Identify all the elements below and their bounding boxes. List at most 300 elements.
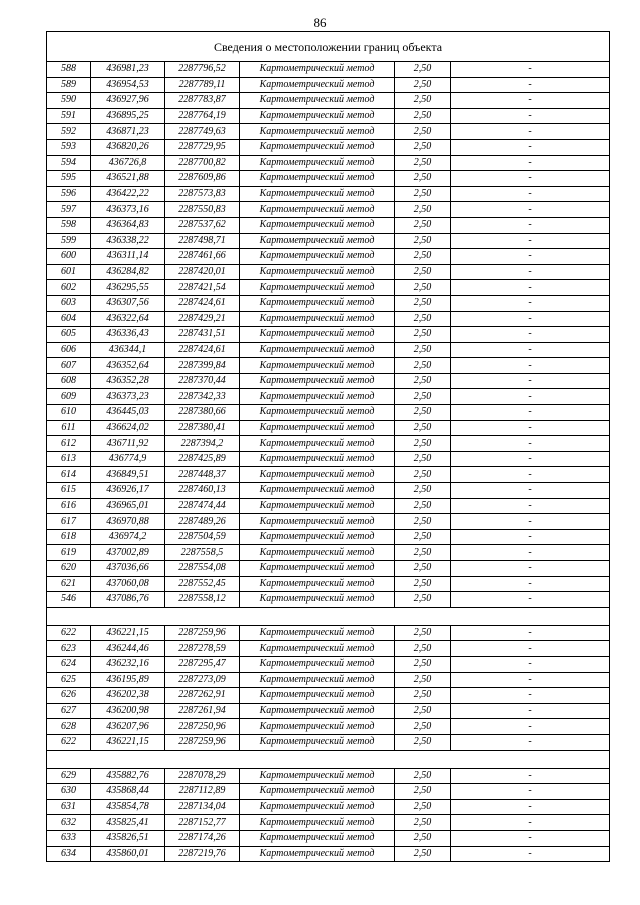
method-cell: Картометрический метод (240, 108, 395, 124)
note-cell: - (451, 139, 610, 155)
x-coordinate-cell: 436244,46 (91, 641, 165, 657)
x-coordinate-cell: 436338,22 (91, 233, 165, 249)
accuracy-cell: 2,50 (395, 108, 451, 124)
y-coordinate-cell: 2287537,62 (165, 217, 240, 233)
accuracy-cell: 2,50 (395, 62, 451, 78)
x-coordinate-cell: 437036,66 (91, 561, 165, 577)
method-cell: Картометрический метод (240, 280, 395, 296)
method-cell: Картометрический метод (240, 641, 395, 657)
table-row (47, 561, 610, 577)
y-coordinate-cell: 2287380,41 (165, 420, 240, 436)
y-coordinate-cell: 2287259,96 (165, 625, 240, 641)
method-cell: Картометрический метод (240, 124, 395, 140)
accuracy-cell: 2,50 (395, 420, 451, 436)
table-row (47, 846, 610, 862)
table-row (47, 719, 610, 735)
point-number-cell: 590 (47, 93, 91, 109)
point-number-cell: 621 (47, 576, 91, 592)
group-separator-cell (47, 607, 610, 625)
accuracy-cell: 2,50 (395, 217, 451, 233)
x-coordinate-cell: 436954,53 (91, 77, 165, 93)
method-cell: Картометрический метод (240, 768, 395, 784)
x-coordinate-cell: 436221,15 (91, 625, 165, 641)
point-number-cell: 588 (47, 62, 91, 78)
table-row (47, 545, 610, 561)
point-number-cell: 624 (47, 656, 91, 672)
accuracy-cell: 2,50 (395, 342, 451, 358)
y-coordinate-cell: 2287295,47 (165, 656, 240, 672)
y-coordinate-cell: 2287380,66 (165, 405, 240, 421)
accuracy-cell: 2,50 (395, 93, 451, 109)
y-coordinate-cell: 2287498,71 (165, 233, 240, 249)
method-cell: Картометрический метод (240, 467, 395, 483)
method-cell: Картометрический метод (240, 784, 395, 800)
point-number-cell: 619 (47, 545, 91, 561)
accuracy-cell: 2,50 (395, 186, 451, 202)
table-row (47, 656, 610, 672)
table-title: Сведения о местоположении границ объекта (47, 32, 610, 62)
point-number-cell: 604 (47, 311, 91, 327)
accuracy-cell: 2,50 (395, 656, 451, 672)
y-coordinate-cell: 2287489,26 (165, 514, 240, 530)
note-cell: - (451, 656, 610, 672)
point-number-cell: 629 (47, 768, 91, 784)
x-coordinate-cell: 436295,55 (91, 280, 165, 296)
accuracy-cell: 2,50 (395, 529, 451, 545)
method-cell: Картометрический метод (240, 830, 395, 846)
x-coordinate-cell: 436895,25 (91, 108, 165, 124)
table-row (47, 688, 610, 704)
table-row (47, 483, 610, 499)
table-row (47, 799, 610, 815)
x-coordinate-cell: 437060,08 (91, 576, 165, 592)
table-row (47, 93, 610, 109)
y-coordinate-cell: 2287460,13 (165, 483, 240, 499)
accuracy-cell: 2,50 (395, 373, 451, 389)
note-cell: - (451, 846, 610, 862)
y-coordinate-cell: 2287219,76 (165, 846, 240, 862)
method-cell: Картометрический метод (240, 561, 395, 577)
table-row (47, 420, 610, 436)
y-coordinate-cell: 2287424,61 (165, 342, 240, 358)
table-row (47, 768, 610, 784)
note-cell: - (451, 186, 610, 202)
accuracy-cell: 2,50 (395, 124, 451, 140)
note-cell: - (451, 155, 610, 171)
x-coordinate-cell: 436820,26 (91, 139, 165, 155)
y-coordinate-cell: 2287789,11 (165, 77, 240, 93)
x-coordinate-cell: 436311,14 (91, 249, 165, 265)
method-cell: Картометрический метод (240, 719, 395, 735)
method-cell: Картометрический метод (240, 703, 395, 719)
y-coordinate-cell: 2287262,91 (165, 688, 240, 704)
point-number-cell: 589 (47, 77, 91, 93)
note-cell: - (451, 719, 610, 735)
x-coordinate-cell: 436352,64 (91, 358, 165, 374)
note-cell: - (451, 202, 610, 218)
accuracy-cell: 2,50 (395, 672, 451, 688)
note-cell: - (451, 373, 610, 389)
method-cell: Картометрический метод (240, 155, 395, 171)
point-number-cell: 631 (47, 799, 91, 815)
point-number-cell: 622 (47, 625, 91, 641)
y-coordinate-cell: 2287421,54 (165, 280, 240, 296)
y-coordinate-cell: 2287554,08 (165, 561, 240, 577)
accuracy-cell: 2,50 (395, 467, 451, 483)
y-coordinate-cell: 2287749,63 (165, 124, 240, 140)
x-coordinate-cell: 436344,1 (91, 342, 165, 358)
method-cell: Картометрический метод (240, 249, 395, 265)
x-coordinate-cell: 435825,41 (91, 815, 165, 831)
note-cell: - (451, 389, 610, 405)
method-cell: Картометрический метод (240, 311, 395, 327)
accuracy-cell: 2,50 (395, 784, 451, 800)
accuracy-cell: 2,50 (395, 249, 451, 265)
y-coordinate-cell: 2287261,94 (165, 703, 240, 719)
point-number-cell: 628 (47, 719, 91, 735)
note-cell: - (451, 768, 610, 784)
y-coordinate-cell: 2287370,44 (165, 373, 240, 389)
x-coordinate-cell: 437086,76 (91, 592, 165, 608)
note-cell: - (451, 498, 610, 514)
boundary-coordinates-table (46, 31, 610, 862)
table-row (47, 373, 610, 389)
method-cell: Картометрический метод (240, 451, 395, 467)
method-cell: Картометрический метод (240, 420, 395, 436)
y-coordinate-cell: 2287552,45 (165, 576, 240, 592)
table-row (47, 436, 610, 452)
table-row (47, 467, 610, 483)
y-coordinate-cell: 2287174,26 (165, 830, 240, 846)
accuracy-cell: 2,50 (395, 545, 451, 561)
method-cell: Картометрический метод (240, 592, 395, 608)
accuracy-cell: 2,50 (395, 139, 451, 155)
table-row (47, 124, 610, 140)
accuracy-cell: 2,50 (395, 171, 451, 187)
accuracy-cell: 2,50 (395, 327, 451, 343)
table-row (47, 186, 610, 202)
point-number-cell: 623 (47, 641, 91, 657)
y-coordinate-cell: 2287420,01 (165, 264, 240, 280)
point-number-cell: 606 (47, 342, 91, 358)
accuracy-cell: 2,50 (395, 405, 451, 421)
method-cell: Картометрический метод (240, 734, 395, 750)
table-row (47, 155, 610, 171)
x-coordinate-cell: 436200,98 (91, 703, 165, 719)
point-number-cell: 600 (47, 249, 91, 265)
accuracy-cell: 2,50 (395, 483, 451, 499)
table-row (47, 311, 610, 327)
x-coordinate-cell: 436422,22 (91, 186, 165, 202)
note-cell: - (451, 62, 610, 78)
note-cell: - (451, 734, 610, 750)
x-coordinate-cell: 435854,78 (91, 799, 165, 815)
note-cell: - (451, 672, 610, 688)
method-cell: Картометрический метод (240, 815, 395, 831)
y-coordinate-cell: 2287152,77 (165, 815, 240, 831)
note-cell: - (451, 561, 610, 577)
y-coordinate-cell: 2287429,21 (165, 311, 240, 327)
method-cell: Картометрический метод (240, 327, 395, 343)
method-cell: Картометрический метод (240, 373, 395, 389)
x-coordinate-cell: 436307,56 (91, 295, 165, 311)
x-coordinate-cell: 436981,23 (91, 62, 165, 78)
point-number-cell: 609 (47, 389, 91, 405)
point-number-cell: 599 (47, 233, 91, 249)
y-coordinate-cell: 2287474,44 (165, 498, 240, 514)
note-cell: - (451, 529, 610, 545)
point-number-cell: 630 (47, 784, 91, 800)
y-coordinate-cell: 2287394,2 (165, 436, 240, 452)
accuracy-cell: 2,50 (395, 815, 451, 831)
method-cell: Картометрический метод (240, 264, 395, 280)
point-number-cell: 622 (47, 734, 91, 750)
x-coordinate-cell: 436284,82 (91, 264, 165, 280)
table-row (47, 249, 610, 265)
x-coordinate-cell: 436336,43 (91, 327, 165, 343)
page-number: 86 (313, 15, 327, 30)
accuracy-cell: 2,50 (395, 155, 451, 171)
point-number-cell: 592 (47, 124, 91, 140)
x-coordinate-cell: 436624,02 (91, 420, 165, 436)
point-number-cell: 593 (47, 139, 91, 155)
note-cell: - (451, 93, 610, 109)
accuracy-cell: 2,50 (395, 514, 451, 530)
note-cell: - (451, 483, 610, 499)
method-cell: Картометрический метод (240, 233, 395, 249)
x-coordinate-cell: 435826,51 (91, 830, 165, 846)
y-coordinate-cell: 2287078,29 (165, 768, 240, 784)
point-number-cell: 597 (47, 202, 91, 218)
method-cell: Картометрический метод (240, 93, 395, 109)
y-coordinate-cell: 2287461,66 (165, 249, 240, 265)
note-cell: - (451, 799, 610, 815)
point-number-cell: 625 (47, 672, 91, 688)
y-coordinate-cell: 2287342,33 (165, 389, 240, 405)
note-cell: - (451, 77, 610, 93)
accuracy-cell: 2,50 (395, 799, 451, 815)
point-number-cell: 591 (47, 108, 91, 124)
x-coordinate-cell: 435860,01 (91, 846, 165, 862)
accuracy-cell: 2,50 (395, 202, 451, 218)
accuracy-cell: 2,50 (395, 719, 451, 735)
y-coordinate-cell: 2287112,89 (165, 784, 240, 800)
accuracy-cell: 2,50 (395, 641, 451, 657)
accuracy-cell: 2,50 (395, 576, 451, 592)
method-cell: Картометрический метод (240, 625, 395, 641)
method-cell: Картометрический метод (240, 405, 395, 421)
y-coordinate-cell: 2287558,5 (165, 545, 240, 561)
accuracy-cell: 2,50 (395, 498, 451, 514)
accuracy-cell: 2,50 (395, 280, 451, 296)
note-cell: - (451, 342, 610, 358)
accuracy-cell: 2,50 (395, 561, 451, 577)
y-coordinate-cell: 2287273,09 (165, 672, 240, 688)
point-number-cell: 594 (47, 155, 91, 171)
table-row (47, 641, 610, 657)
x-coordinate-cell: 436521,88 (91, 171, 165, 187)
x-coordinate-cell: 436849,51 (91, 467, 165, 483)
point-number-cell: 595 (47, 171, 91, 187)
table-row (47, 498, 610, 514)
note-cell: - (451, 625, 610, 641)
accuracy-cell: 2,50 (395, 830, 451, 846)
method-cell: Картометрический метод (240, 171, 395, 187)
x-coordinate-cell: 436726,8 (91, 155, 165, 171)
accuracy-cell: 2,50 (395, 389, 451, 405)
accuracy-cell: 2,50 (395, 295, 451, 311)
table-row (47, 514, 610, 530)
method-cell: Картометрический метод (240, 483, 395, 499)
accuracy-cell: 2,50 (395, 233, 451, 249)
note-cell: - (451, 233, 610, 249)
x-coordinate-cell: 435882,76 (91, 768, 165, 784)
x-coordinate-cell: 436364,83 (91, 217, 165, 233)
point-number-cell: 616 (47, 498, 91, 514)
x-coordinate-cell: 436970,88 (91, 514, 165, 530)
method-cell: Картометрический метод (240, 799, 395, 815)
y-coordinate-cell: 2287764,19 (165, 108, 240, 124)
point-number-cell: 617 (47, 514, 91, 530)
note-cell: - (451, 688, 610, 704)
table-row (47, 233, 610, 249)
method-cell: Картометрический метод (240, 529, 395, 545)
method-cell: Картометрический метод (240, 139, 395, 155)
accuracy-cell: 2,50 (395, 436, 451, 452)
y-coordinate-cell: 2287550,83 (165, 202, 240, 218)
point-number-cell: 626 (47, 688, 91, 704)
table-row (47, 202, 610, 218)
note-cell: - (451, 703, 610, 719)
x-coordinate-cell: 436974,2 (91, 529, 165, 545)
group-separator-cell (47, 750, 610, 768)
y-coordinate-cell: 2287424,61 (165, 295, 240, 311)
x-coordinate-cell: 436207,96 (91, 719, 165, 735)
accuracy-cell: 2,50 (395, 264, 451, 280)
table-row (47, 217, 610, 233)
note-cell: - (451, 641, 610, 657)
y-coordinate-cell: 2287448,37 (165, 467, 240, 483)
note-cell: - (451, 545, 610, 561)
y-coordinate-cell: 2287609,86 (165, 171, 240, 187)
method-cell: Картометрический метод (240, 217, 395, 233)
point-number-cell: 605 (47, 327, 91, 343)
x-coordinate-cell: 436927,96 (91, 93, 165, 109)
table-row (47, 77, 610, 93)
accuracy-cell: 2,50 (395, 734, 451, 750)
note-cell: - (451, 311, 610, 327)
method-cell: Картометрический метод (240, 186, 395, 202)
x-coordinate-cell: 436926,17 (91, 483, 165, 499)
point-number-cell: 612 (47, 436, 91, 452)
y-coordinate-cell: 2287250,96 (165, 719, 240, 735)
table-row (47, 451, 610, 467)
accuracy-cell: 2,50 (395, 625, 451, 641)
point-number-cell: 596 (47, 186, 91, 202)
point-number-cell: 615 (47, 483, 91, 499)
point-number-cell: 607 (47, 358, 91, 374)
note-cell: - (451, 264, 610, 280)
method-cell: Картометрический метод (240, 846, 395, 862)
accuracy-cell: 2,50 (395, 77, 451, 93)
table-row (47, 405, 610, 421)
point-number-cell: 602 (47, 280, 91, 296)
y-coordinate-cell: 2287796,52 (165, 62, 240, 78)
method-cell: Картометрический метод (240, 295, 395, 311)
point-number-cell: 546 (47, 592, 91, 608)
method-cell: Картометрический метод (240, 342, 395, 358)
point-number-cell: 611 (47, 420, 91, 436)
table-row (47, 171, 610, 187)
accuracy-cell: 2,50 (395, 703, 451, 719)
note-cell: - (451, 451, 610, 467)
y-coordinate-cell: 2287504,59 (165, 529, 240, 545)
table-row (47, 139, 610, 155)
method-cell: Картометрический метод (240, 656, 395, 672)
table-row (47, 280, 610, 296)
y-coordinate-cell: 2287259,96 (165, 734, 240, 750)
x-coordinate-cell: 436322,64 (91, 311, 165, 327)
table-row (47, 784, 610, 800)
x-coordinate-cell: 436445,03 (91, 405, 165, 421)
point-number-cell: 618 (47, 529, 91, 545)
table-row (47, 734, 610, 750)
x-coordinate-cell: 436373,16 (91, 202, 165, 218)
x-coordinate-cell: 435868,44 (91, 784, 165, 800)
x-coordinate-cell: 436352,28 (91, 373, 165, 389)
note-cell: - (451, 830, 610, 846)
accuracy-cell: 2,50 (395, 846, 451, 862)
y-coordinate-cell: 2287278,59 (165, 641, 240, 657)
method-cell: Картометрический метод (240, 358, 395, 374)
table-row (47, 592, 610, 608)
y-coordinate-cell: 2287558,12 (165, 592, 240, 608)
accuracy-cell: 2,50 (395, 592, 451, 608)
x-coordinate-cell: 436774,9 (91, 451, 165, 467)
accuracy-cell: 2,50 (395, 688, 451, 704)
note-cell: - (451, 592, 610, 608)
note-cell: - (451, 249, 610, 265)
point-number-cell: 634 (47, 846, 91, 862)
table-row (47, 342, 610, 358)
group-separator-row (47, 607, 610, 625)
note-cell: - (451, 171, 610, 187)
method-cell: Картометрический метод (240, 498, 395, 514)
x-coordinate-cell: 436871,23 (91, 124, 165, 140)
y-coordinate-cell: 2287425,89 (165, 451, 240, 467)
x-coordinate-cell: 436202,38 (91, 688, 165, 704)
note-cell: - (451, 124, 610, 140)
point-number-cell: 601 (47, 264, 91, 280)
accuracy-cell: 2,50 (395, 311, 451, 327)
method-cell: Картометрический метод (240, 672, 395, 688)
method-cell: Картометрический метод (240, 514, 395, 530)
note-cell: - (451, 514, 610, 530)
y-coordinate-cell: 2287399,84 (165, 358, 240, 374)
group-separator-row (47, 750, 610, 768)
point-number-cell: 620 (47, 561, 91, 577)
note-cell: - (451, 436, 610, 452)
table-title-row (47, 32, 610, 62)
table-row (47, 358, 610, 374)
table-row (47, 108, 610, 124)
note-cell: - (451, 108, 610, 124)
table-row (47, 576, 610, 592)
note-cell: - (451, 576, 610, 592)
x-coordinate-cell: 436965,01 (91, 498, 165, 514)
note-cell: - (451, 217, 610, 233)
table-row (47, 529, 610, 545)
